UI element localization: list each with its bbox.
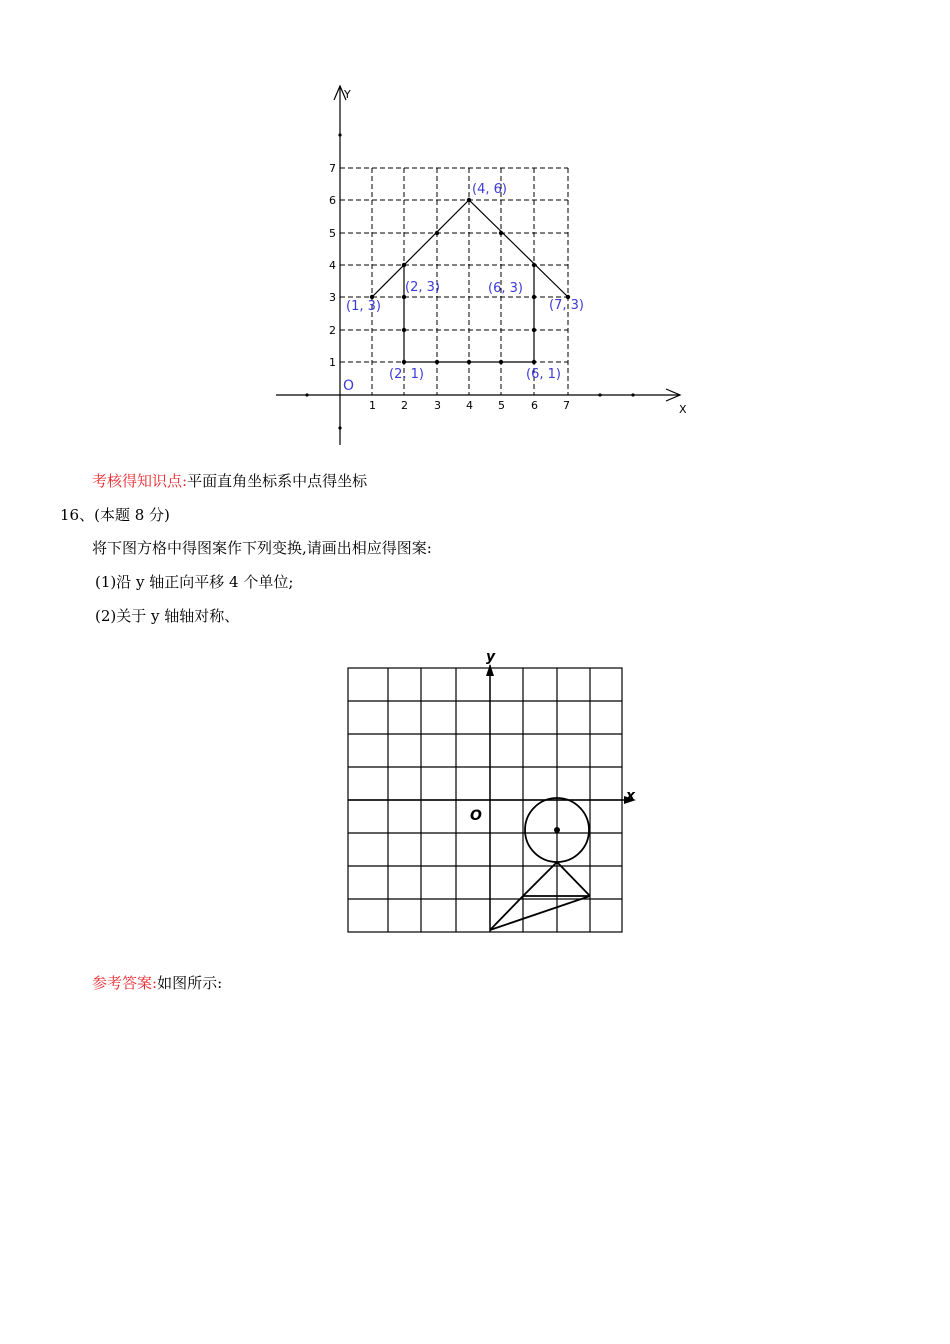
question-number: 16、: [60, 506, 95, 524]
answer-text: 如图所示:: [157, 974, 223, 992]
question-16-header: [60, 505, 170, 525]
origin-label: O: [343, 378, 355, 394]
knowledge-text: 平面直角坐标系中点得坐标: [187, 472, 368, 490]
question-instruction: 将下图方格中得图案作下列变换,请画出相应得图案:: [92, 539, 432, 557]
question-item-2: (2)关于 y 轴轴对称、: [95, 607, 240, 625]
x-tick-4: 4: [466, 399, 473, 412]
answer-line: [92, 973, 222, 993]
knowledge-label: 考核得知识点:: [92, 472, 188, 490]
answer-label: 参考答案:: [92, 974, 158, 992]
y-tick-4: 4: [329, 259, 336, 272]
figure-shape: [490, 798, 590, 930]
square-grid-figure: [340, 645, 640, 940]
y-tick-7: 7: [329, 162, 336, 175]
grid-origin-label: O: [470, 808, 482, 824]
x-tick-1: 1: [369, 399, 376, 412]
y-tick-5: 5: [329, 227, 336, 240]
y-tick-1: 1: [329, 356, 336, 369]
question-points: (本题 8 分): [94, 506, 170, 524]
coordinate-graph-house: [270, 80, 700, 455]
x-tick-6: 6: [531, 399, 538, 412]
grid-y-label: y: [486, 649, 496, 665]
axis-dots: [305, 133, 634, 429]
y-tick-2: 2: [329, 324, 336, 337]
grid-axes: [348, 665, 634, 932]
y-tick-6: 6: [329, 194, 336, 207]
house-outline: [372, 200, 568, 362]
question-item-1: (1)沿 y 轴正向平移 4 个单位;: [95, 573, 294, 591]
point-label-6-1: (6, 1): [526, 367, 561, 382]
x-tick-7: 7: [563, 399, 570, 412]
point-label-6-3: (6, 3): [488, 281, 523, 296]
point-label-2-3: (2, 3): [405, 280, 440, 295]
point-label-1-3: (1, 3): [346, 299, 381, 314]
x-tick-5: 5: [498, 399, 505, 412]
knowledge-point-line: [92, 471, 367, 491]
y-axis-label: Y: [344, 88, 351, 101]
x-tick-3: 3: [434, 399, 441, 412]
grid-x-label: x: [626, 788, 636, 804]
circle-center-dot: [554, 827, 560, 833]
y-axis-arrow: [486, 664, 494, 676]
x-axis-label: X: [679, 403, 687, 416]
point-label-7-3: (7, 3): [549, 298, 584, 313]
x-tick-2: 2: [401, 399, 408, 412]
point-label-4-6: (4, 6): [472, 182, 507, 197]
house-points: [370, 198, 570, 364]
point-label-2-1: (2, 1): [389, 367, 424, 382]
y-tick-3: 3: [329, 291, 336, 304]
